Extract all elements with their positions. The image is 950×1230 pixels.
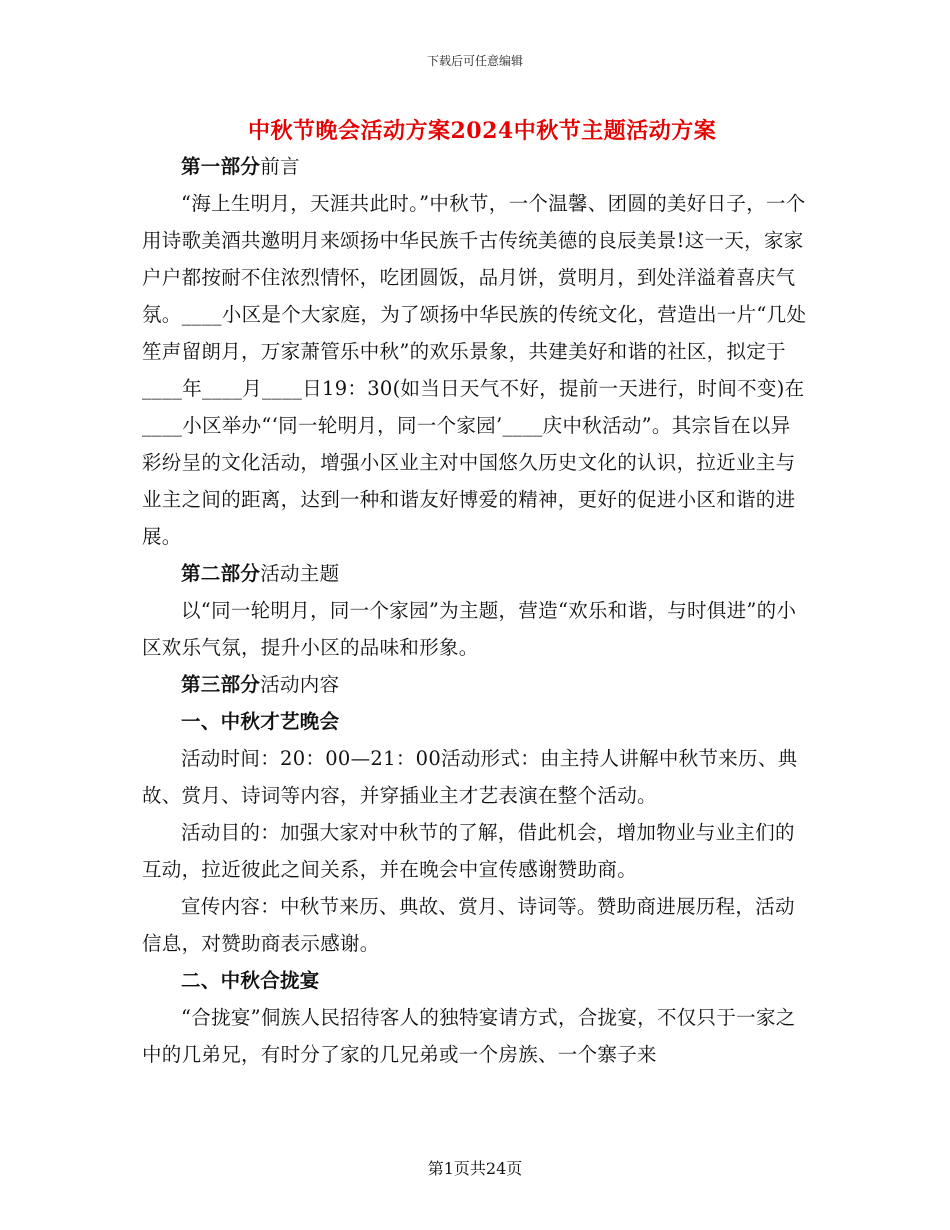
paragraph-banquet: “合拢宴”侗族人民招待客人的独特宴请方式，合拢宴，不仅只于一家之中的几弟兄，有时分了家的几兄弟或一个房族、一个寨子来	[142, 1006, 796, 1066]
paragraph-gala-purpose: 活动目的：加强大家对中秋节的了解，借此机会，增加物业与业主们的互动，拉近彼此之间关系，并在晚会中宣传感谢赞助商。	[142, 821, 795, 881]
subheading-banquet: 二、中秋合拢宴	[181, 969, 320, 992]
paragraph-preface: “海上生明月，天涯共此时。”中秋节，一个温馨、团圆的美好日子，一个用诗歌美酒共邀明月来颂扬中华民族千古传统美德的良辰美景!这一天，家家户户都按耐不住浓烈情怀，吃团圆饭，品月饼，赏明月，到处洋溢着喜庆气氛。____小区是个大家庭，为了颂扬中华民族的传统文化，营造出一片“几处笙声留朗月，万家萧管乐中秋”的欢乐景象，共建美好和谐的社区，拟定于____年____月____日19：30(如当日天气不好，提前一天进行，时间不变)在____小区举办“‘同一轮明月，同一个家园’____庆中秋活动”。其宗旨在以异彩纷呈的文化活动，增强小区业主对中国悠久历史文化的认识，拉近业主与业主之间的距离，达到一种和谐友好博爱的精神，更好的促进小区和谐的进展。	[142, 192, 807, 548]
paragraph-theme: 以“同一轮明月，同一个家园”为主题，营造“欢乐和谐，与时俱进”的小区欢乐气氛，提升小区的品味和形象。	[142, 599, 797, 659]
section-label: 第二部分	[181, 562, 261, 585]
section-heading-part1	[142, 148, 807, 185]
paragraph-gala-time: 活动时间：20：00—21：00活动形式：由主持人讲解中秋节来历、典故、赏月、诗词等内容，并穿插业主才艺表演在整个活动。	[142, 747, 798, 807]
section-name: 前言	[260, 155, 300, 178]
section-label: 第一部分	[181, 155, 261, 178]
page-footer: 第1页共24页	[427, 1159, 523, 1178]
section-name: 活动主题	[260, 562, 340, 585]
section-heading-part3	[142, 666, 807, 703]
section-heading-part2	[142, 555, 807, 592]
document-body	[142, 148, 807, 1073]
paragraph-gala-promo: 宣传内容：中秋节来历、典故、赏月、诗词等。赞助商进展历程，活动信息，对赞助商表示感谢。	[142, 895, 795, 955]
section-label: 第三部分	[181, 673, 261, 696]
subheading-gala: 一、中秋才艺晚会	[181, 710, 340, 733]
page-header: 下载后可任意编辑	[426, 54, 523, 68]
document-title: 中秋节晚会活动方案2024中秋节主题活动方案	[248, 118, 717, 144]
section-name: 活动内容	[260, 673, 340, 696]
